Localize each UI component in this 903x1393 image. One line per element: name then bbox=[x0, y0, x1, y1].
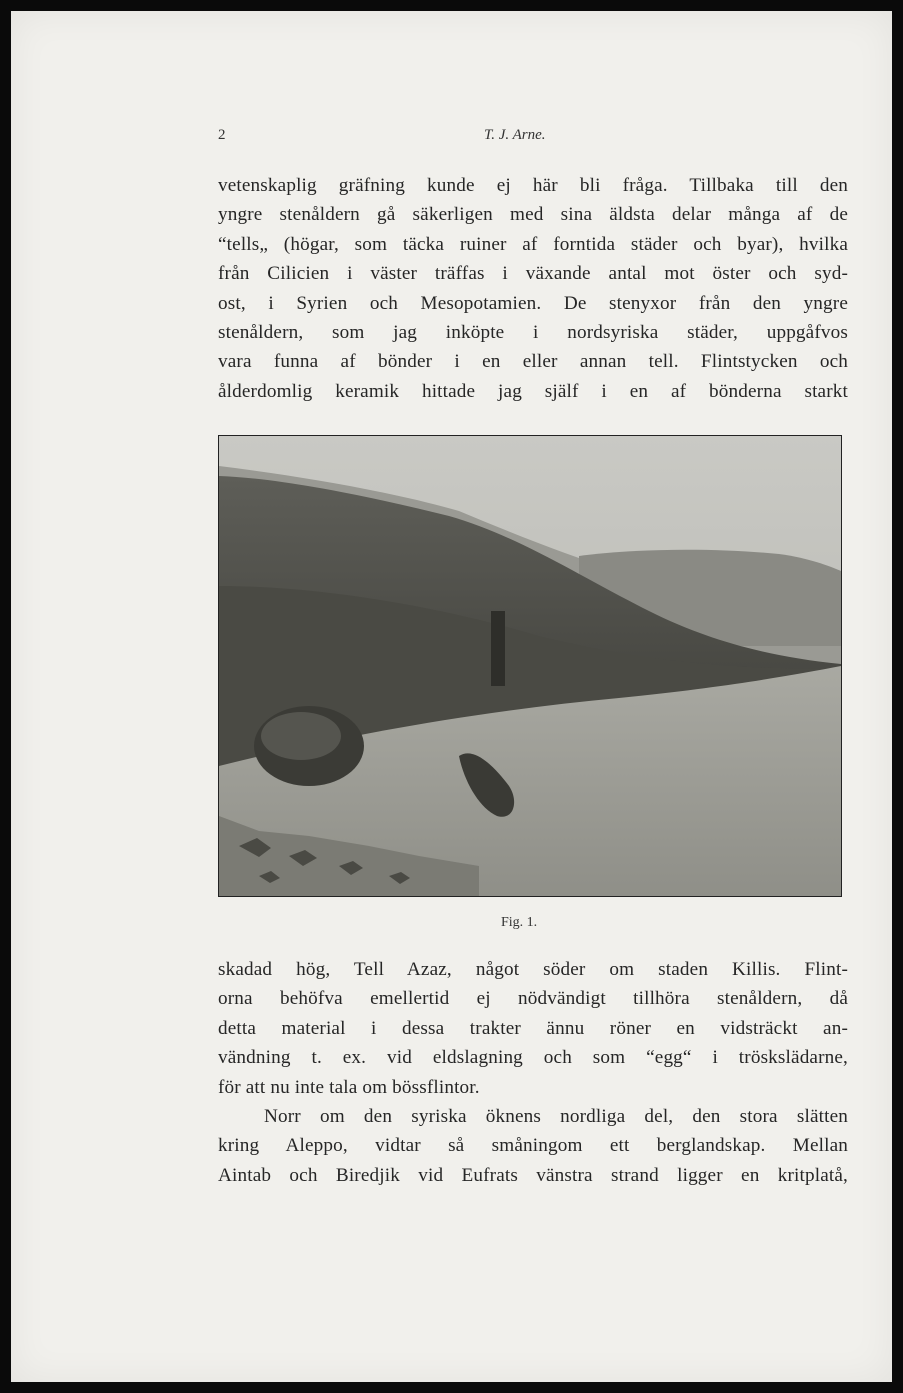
text-line: kring Aleppo, vidtar så småningom ett berglandskap. Mellan bbox=[218, 1135, 848, 1157]
running-head bbox=[218, 127, 848, 149]
paragraph-2-and-3 bbox=[218, 955, 848, 1190]
book-page bbox=[11, 11, 892, 1382]
paragraph-1 bbox=[218, 171, 848, 406]
text-line: ost, i Syrien och Mesopotamien. De stenyxor från den yngre bbox=[218, 292, 848, 314]
page-number: 2 bbox=[218, 127, 226, 143]
text-line: detta material i dessa trakter ännu röner en vidsträckt an- bbox=[218, 1017, 848, 1039]
landscape-photo-image bbox=[219, 436, 841, 896]
text-line: yngre stenåldern gå säkerligen med sina äldsta delar många af de bbox=[218, 204, 848, 226]
text-line: skadad hög, Tell Azaz, något söder om staden Killis. Flint- bbox=[218, 959, 848, 980]
text-line: stenåldern, som jag inköpte i nordsyriska städer, uppgåfvos bbox=[218, 321, 848, 343]
text-line: vetenskaplig gräfning kunde ej här bli fråga. Tillbaka till den bbox=[218, 175, 848, 196]
text-line: orna behöfva emellertid ej nödvändigt tillhöra stenåldern, då bbox=[218, 988, 848, 1010]
text-line: Aintab och Biredjik vid Eufrats vänstra strand ligger en kritplatå, bbox=[218, 1164, 848, 1186]
author-name: T. J. Arne. bbox=[484, 127, 546, 143]
figure-caption: Fig. 1. bbox=[501, 915, 538, 930]
text-line: Norr om den syriska öknens nordliga del, den stora slätten bbox=[264, 1105, 848, 1127]
text-line: “tells„ (högar, som täcka ruiner af forntida städer och byar), hvilka bbox=[218, 233, 848, 255]
text-line: vändning t. ex. vid eldslagning och som “egg“ i tröskslädarne, bbox=[218, 1047, 848, 1069]
text-line: vara funna af bönder i en eller annan tell. Flintstycken och bbox=[218, 351, 848, 373]
landscape-photograph bbox=[218, 435, 842, 897]
text-line: ålderdomlig keramik hittade jag själf i en af bönderna starkt bbox=[218, 380, 848, 402]
text-line: från Cilicien i väster träffas i växande antal mot öster och syd- bbox=[218, 263, 848, 285]
text-line: för att nu inte tala om bössflintor. bbox=[218, 1076, 480, 1098]
